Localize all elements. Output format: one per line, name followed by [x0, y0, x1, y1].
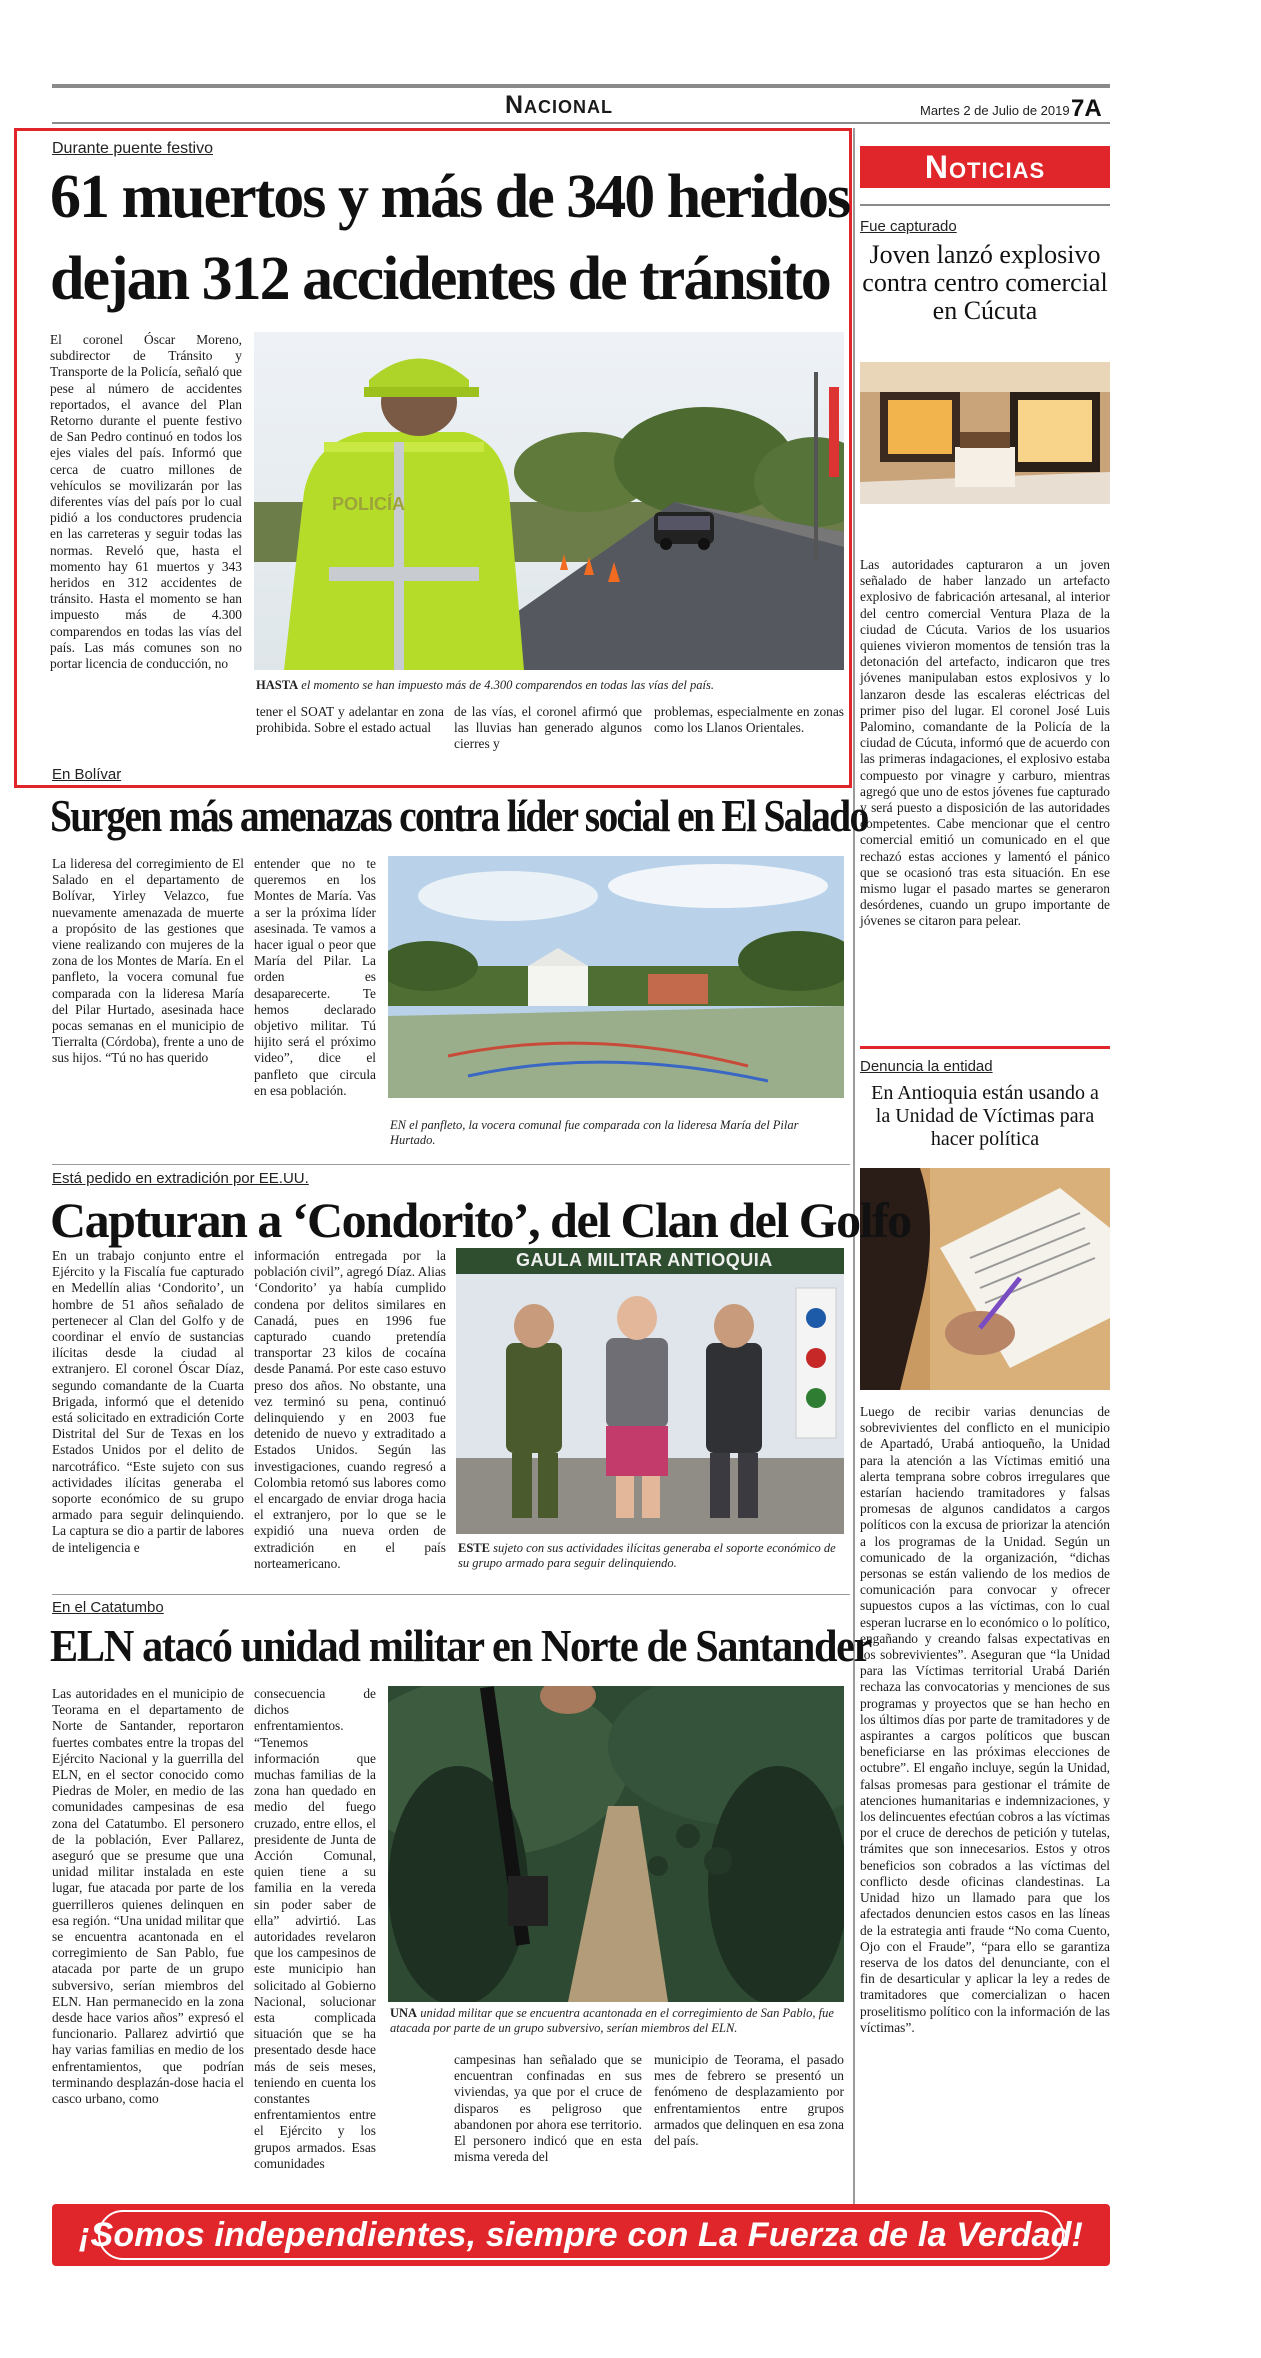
top-rule	[52, 84, 1110, 88]
header-under-rule	[52, 122, 1110, 124]
story2-headline: Surgen más amenazas contra líder social en El Salado	[50, 790, 868, 841]
story4-caption-lead: UNA	[390, 2006, 418, 2020]
story4-col1: Las autoridades en el municipio de Teorama en el departamento de Norte de Santander, reportaron fuertes combates entre la tropas del Ejército Nacional y la guerrilla del ELN, en el sector conocido como Piedras de Moler, en medio de las comunidades campesinas de esa zona del Catatumbo. El personero de la población, Ever Pallarez, aseguró que se presume que una unidad militar instalada en este lugar, fue atacada por parte de los guerrilleros quienes delinquen en esa región. “Una unidad militar que se encuentra acantonada en el corregimiento de San Pablo, fue atacada por parte de un grupo subversivo, serían miembros del ELN. Han permanecido en la zona desde hace varios años” expresó el funcionario. Pallarez advirtió que hay varias familias en medio de los enfrentamientos, que podrían terminando desplazán-dose hacia el casco urbano, como	[52, 1686, 244, 2107]
story4-col4: municipio de Teorama, el pasado mes de febrero se presentó un fenómeno de desplazamiento por enfrentamientos entre grupos armados que delinquen en esa zona del país.	[654, 2052, 844, 2149]
sidebar-title: Noticias	[924, 149, 1046, 185]
story3-bottom-rule	[52, 1594, 850, 1595]
footer-slogan: ¡Somos independientes, siempre con La Fuerza de la Verdad!	[78, 2216, 1084, 2254]
story1-col2: tener el SOAT y adelantar en zona prohibida. Sobre el estado actual	[256, 704, 444, 736]
side2-body: Luego de recibir varias denuncias de sobrevivientes del conflicto en el municipio de Apartadó, Urabá antioqueño, la Unidad para la atención a las Víctimas emitió una alerta temprana sobre cobros irregulares que estarían haciendo tramitadores y falsas promesas de algunos candidatos a cargos políticos con la excusa de priorizar la atención a los programas de la Unidad. Según un comunicado de la organización, “dichas personas se están valiendo de los medios de comunicación para convocar y ofrecer supuestos cupos a las víctimas, con lo cual esperan lucrarse en lo económico o lo político, engañando y creando falsas expectativas en los sobrevivientes”. Aseguran que “la Unidad para las Víctimas territorial Urabá Darién rechaza las convocatorias y menciones de sus programas y proyectos que se han hecho en los últimos días por parte de tramitadores y de aspirantes a cargos políticos que buscan beneficiarse en las próximas elecciones de octubre”. El engaño incluye, según la Unidad, falsas promesas para gestionar el trámite de atenciones humanitarias e indemnizaciones, y los delincuentes efectúan cobros a las víctimas por el cruce de derechos de petición y tutelas, trámites que son innecesarios. Estos y otros beneficios son cobrados a las víctimas del conflicto desde oficinas clandestinas. La Unidad hizo un llamado para que los afectados denuncien estos casos en las líneas de la estrategia anti fraude “No coma Cuento, Ojo con el Fraude”, “para ello se garantiza reserva de los datos del denunciante, con el fin de desarticular y aplicar la ley a redes de tramitadores que comercializan o hacen proselitismo político con la información de las víctimas”.	[860, 1404, 1110, 2035]
story2-caption: EN el panfleto, la vocera comunal fue comparada con la lideresa María del Pilar Hurtado.	[390, 1118, 799, 1147]
story1-photo	[254, 332, 844, 670]
story1-kicker: Durante puente festivo	[52, 140, 213, 157]
side2-kicker: Denuncia la entidad	[860, 1058, 993, 1075]
story3-caption-lead: ESTE	[458, 1541, 490, 1555]
sidebar-divider	[853, 128, 855, 2210]
story4-caption	[390, 2006, 844, 2036]
side-red-rule	[860, 1046, 1110, 1049]
story4-col3: campesinas han señalado que se encuentran confinadas en sus viviendas, ya que por el cruce de disparos es peligroso que abandonen por ahora ese territorio. El personero indicó que en esta misma vereda del	[454, 2052, 642, 2165]
story3-col2: información entregada por la población civil”, agregó Díaz. Alias ‘Condorito’ ya había cumplido condena por delitos similares en Canadá, pues en 1996 fue capturado cuando pretendía transportar 23 kilos de cocaína desde Panamá. Por este caso estuvo preso dos años. No obstante, una vez terminó su pena, continuó delinquiendo y en 2003 fue detenido de nuevo y extraditado a Estados Unidos. Según las investigaciones, cuando regresó a Colombia retomó sus labores como el encargado de enviar droga hacia el extranjero, por lo que se le expidió una nueva orden de extradición en el país norteamericano.	[254, 1248, 446, 1571]
page-number: 7A	[1071, 95, 1102, 122]
side1-kicker: Fue capturado	[860, 218, 957, 235]
story2-col2: entender que no te queremos en los Montes de María. Vas a ser la próxima líder asesinada. Te vamos a hacer igual o peor que María del Pilar. La orden es desaparecerte. Te hemos declarado objetivo militar. Tú hijito será el próximo video”, dice el panfleto que circula en esa población.	[254, 856, 376, 1098]
story3-kicker: Está pedido en extradición por EE.UU.	[52, 1170, 309, 1187]
story1-headline-line1: 61 muertos y más de 340 heridos	[50, 163, 850, 231]
story1-caption-lead: HASTA	[256, 678, 299, 692]
svg-text:POLICÍA: POLICÍA	[332, 494, 406, 514]
story3-banner: GAULA MILITAR ANTIOQUIA	[516, 1250, 773, 1270]
story4-headline: ELN atacó unidad militar en Norte de Santander	[50, 1620, 871, 1671]
story2-photo	[388, 856, 844, 1098]
story1-caption-text: el momento se han impuesto más de 4.300 comparendos en todas las vías del país.	[298, 678, 714, 692]
sidebar-title-rule	[860, 204, 1110, 206]
story2-col1: La lideresa del corregimiento de El Salado en el departamento de Bolívar, Yirley Velazco, fue nuevamente amenazada de muerte a propósito de las gestiones que viene realizando con mujeres de la zona de los Montes de María. En el panfleto, la vocera comunal fue comparada con la lideresa María del Pilar Hurtado, asesinada hace pocas semanas en el municipio de Tierralta (Córdoba), frente a uno de sus hijos. “Tú no has querido	[52, 856, 244, 1066]
story4-kicker: En el Catatumbo	[52, 1599, 164, 1616]
section-title: Nacional	[505, 91, 614, 119]
story2-kicker: En Bolívar	[52, 766, 122, 783]
story4-col2: consecuencia de dichos enfrentamientos. “Tenemos información que muchas familias de la zona han quedado en medio del fuego cruzado, entre ellos, el presidente de Junta de Acción Comunal, quien tiene a su familia en la vereda sin poder saber de ella” advirtió. Las autoridades revelaron que los campesinos de este municipio han solicitado al Gobierno Nacional, solucionar esta complicada situación que se ha presentado desde hace más de seis meses, teniendo en cuenta los constantes enfrentamientos entre el Ejército y los grupos armados. Esas comunidades	[254, 1686, 376, 2171]
story1-col1: El coronel Óscar Moreno, subdirector de Tránsito y Transporte de la Policía, señaló que pese al número de accidentes reportados, el avance del Plan Retorno durante el puente festivo de San Pedro continuó en todos los ejes viales del país. Informó que cerca de cuatro millones de vehículos se movilizarán por las diferentes vías del país por lo cual pidió a los conductores prudencia en las carreteras y seguir todas las normas. Reveló que, hasta el momento hay 61 muertos y 343 heridos en 312 accidentes de tránsito. Hasta el momento se han impuesto más de 4.300 comparendos en todas las vías del país. Las más comunes son no portar licencia de conducción, no	[50, 332, 242, 672]
story3-caption	[458, 1541, 844, 1571]
page-date: Martes 2 de Julio de 2019	[920, 103, 1070, 118]
side1-headline: Joven lanzó explosivo contra centro comercial en Cúcuta	[862, 240, 1108, 325]
footer-banner	[52, 2204, 1110, 2266]
story4-photo	[388, 1686, 844, 2002]
story1-caption	[256, 678, 844, 693]
story1-headline-line2: dejan 312 accidentes de tránsito	[50, 245, 830, 313]
story3-col1: En un trabajo conjunto entre el Ejército y la Fiscalía fue capturado en Medellín alias ‘Condorito’, un hombre de 51 años señalado de pertenecer al Clan del Golfo y de coordinar el envío de sustancias ilícitas desde la ciudad al extranjero. El coronel Óscar Díaz, segundo comandante de la Cuarta Brigada, informó que el detenido está solicitado en extradición Corte Distrital del Sur de Texas en los Estados Unidos por el delito de narcotráfico. “Este sujeto con sus actividades ilícitas generaba el soporte económico de su grupo armado para seguir delinquiendo. La captura se dio a partir de labores de inteligencia e	[52, 1248, 244, 1555]
story1-col3: de las vías, el coronel afirmó que las lluvias han generado algunos cierres y	[454, 704, 642, 752]
story4-caption-text: unidad militar que se encuentra acantonada en el corregimiento de San Pablo, fue atacada por parte de un grupo subversivo, serían miembros del ELN.	[390, 2006, 834, 2035]
story1-col4: problemas, especialmente en zonas como los Llanos Orientales.	[654, 704, 844, 736]
story3-caption-text: sujeto con sus actividades ilícitas generaba el soporte económico de su grupo armado para seguir delinquiendo.	[458, 1541, 836, 1570]
side1-body: Las autoridades capturaron a un joven señalado de haber lanzado un artefacto explosivo de fabricación artesanal, al interior del centro comercial Ventura Plaza de la ciudad de Cúcuta. Varios de los usuarios quienes vivieron momentos de tensión tras la detonación del artefacto, indicaron que tres jóvenes manipulaban estos explosivos y lo lanzaron desde las escaleras eléctricas del primer piso del lugar. El coronel José Luis Palomino, comandante de la Policía de la ciudad de Cúcuta, informó que de acuerdo con las primeras indagaciones, el explosivo estaba compuesto por vinagre y carburo, mientras agregó que uno de estos jóvenes fue capturado y será puesto a disposición de las autoridades competentes. Cabe mencionar que el centro comercial emitió un comunicado en el que rechazó estas acciones y lamentó el pánico que se ocasionó tras esta situación. En ese mismo lugar el pasado martes se generaron desórdenes, cuando un grupo importante de jóvenes se citaron para pelear.	[860, 557, 1110, 929]
side1-photo	[860, 362, 1110, 504]
side2-headline: En Antioquia están usando a la Unidad de Víctimas para hacer política	[871, 1082, 1099, 1150]
story3-headline: Capturan a ‘Condorito’, del Clan del Golfo	[50, 1192, 911, 1248]
sidebar-title-box	[860, 146, 1110, 188]
story3-photo	[456, 1248, 844, 1534]
story2-bottom-rule	[52, 1164, 850, 1165]
